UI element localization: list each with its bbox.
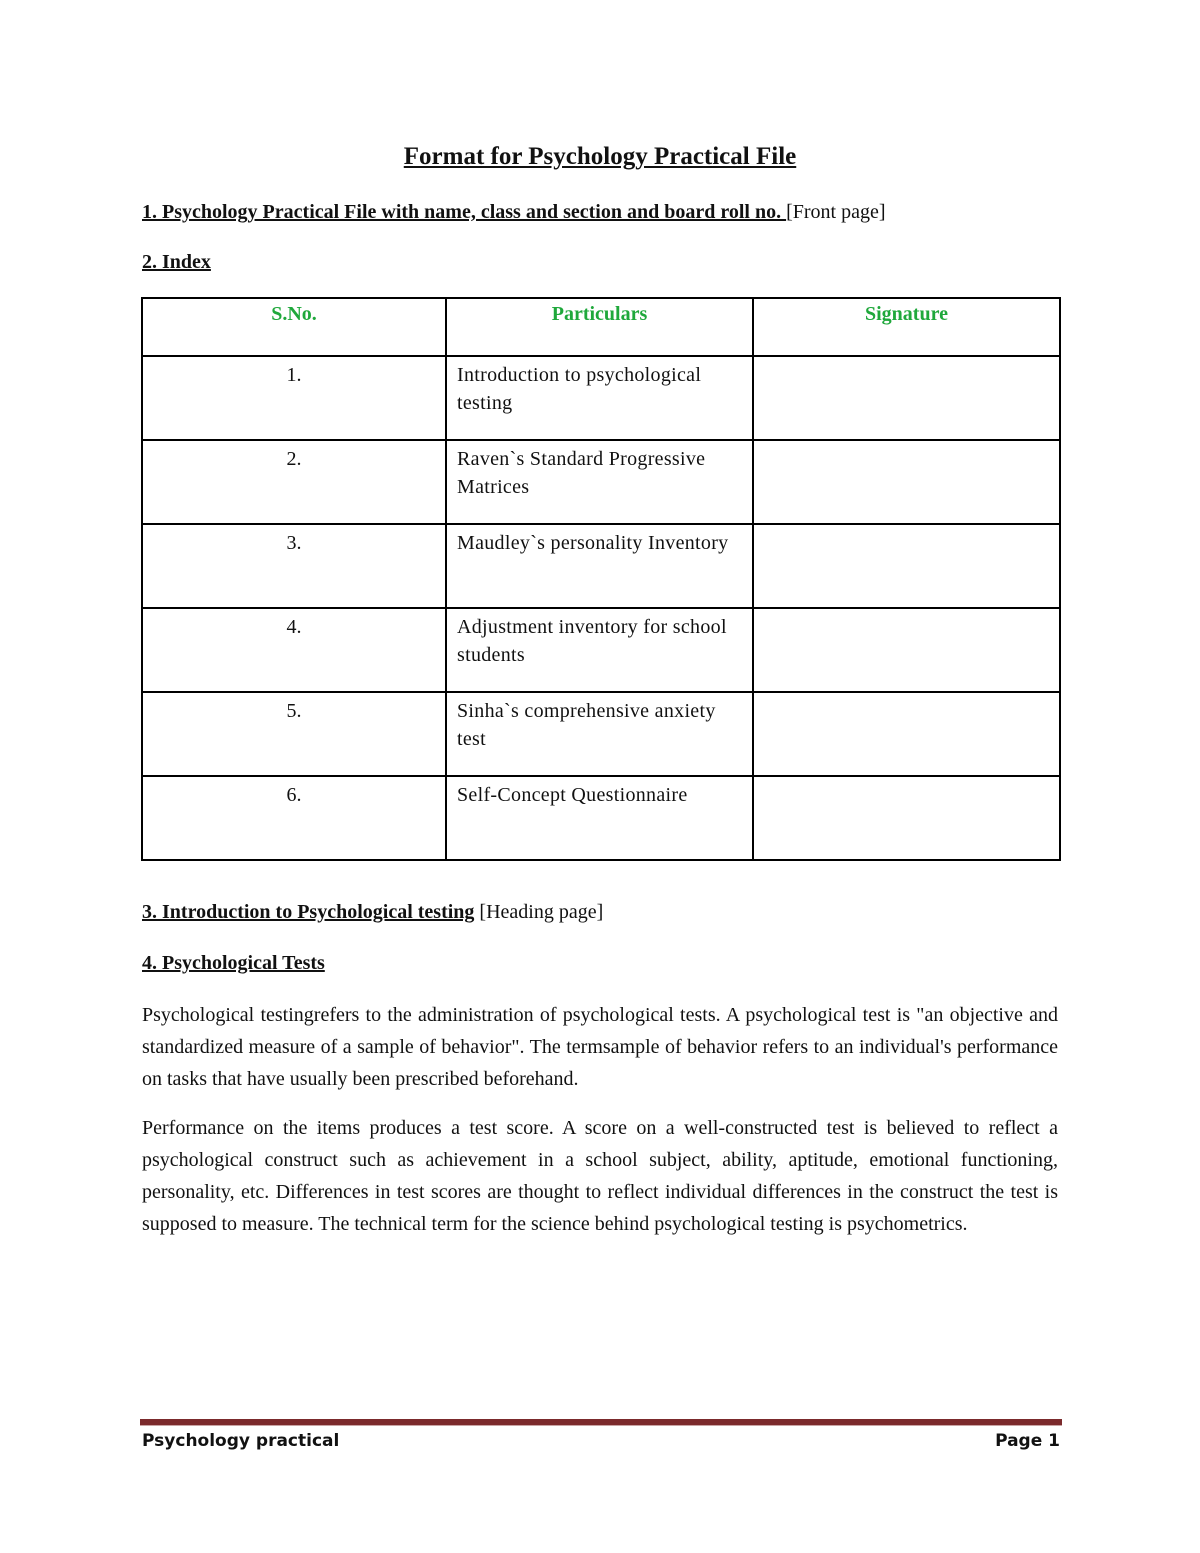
item-note: [Front page] <box>786 201 886 223</box>
table-row <box>142 524 1060 608</box>
paragraph: Performance on the items produces a test score. A score on a well-constructed test is believed to reflect a psychological construct such as achievement in a school subject, ability, aptitude, emotional functioning, personality, etc. Differences in test scores are thought to reflect individual differences in the construct the test is supposed to measure. The technical term for the science behind psychological testing is psychometrics. <box>142 1117 1058 1235</box>
item-label: 3. Introduction to Psychological testing <box>142 901 475 923</box>
item-label: 4. Psychological Tests <box>142 952 325 974</box>
header-particulars: Particulars <box>446 298 753 356</box>
item-label: 2. Index <box>142 251 211 273</box>
item-note: [Heading page] <box>474 901 604 923</box>
paragraph: Psychological testingrefers to the administration of psychological tests. A psychological test is "an objective and standardized measure of a sample of behavior". The termsample of behavior refers to an individual's performance on tasks that have usually been prescribed beforehand. <box>142 1004 1058 1090</box>
cell-particular: Raven`s Standard Progressive Matrices <box>446 440 753 524</box>
item-label: 1. Psychology Practical File with name, class and section and board roll no. <box>142 201 787 223</box>
cell-particular: Self-Concept Questionnaire <box>446 776 753 860</box>
item-index <box>142 251 1060 274</box>
cell-sno: 2. <box>142 440 446 524</box>
header-signature: Signature <box>753 298 1060 356</box>
cell-signature <box>753 440 1060 524</box>
footer-title: Psychology practical <box>142 1431 340 1451</box>
table-row <box>142 356 1060 440</box>
item-introduction <box>142 901 1060 924</box>
cell-particular: Sinha`s comprehensive anxiety test <box>446 692 753 776</box>
cell-signature <box>753 608 1060 692</box>
cell-signature <box>753 524 1060 608</box>
item-psychological-tests <box>142 952 1060 975</box>
page-title: Format for Psychology Practical File <box>403 143 797 170</box>
table-row <box>142 608 1060 692</box>
cell-particular: Introduction to psychological testing <box>446 356 753 440</box>
footer-rule <box>140 1419 1062 1426</box>
cell-signature <box>753 776 1060 860</box>
cell-particular: Adjustment inventory for school students <box>446 608 753 692</box>
cell-sno: 1. <box>142 356 446 440</box>
index-table <box>141 297 1061 861</box>
page-number: Page 1 <box>995 1431 1060 1451</box>
header-sno: S.No. <box>142 298 446 356</box>
cell-sno: 3. <box>142 524 446 608</box>
item-front-page <box>142 201 1060 224</box>
table-header-row <box>142 298 1060 356</box>
cell-particular: Maudley`s personality Inventory <box>446 524 753 608</box>
table-row <box>142 692 1060 776</box>
cell-signature <box>753 356 1060 440</box>
table-row <box>142 776 1060 860</box>
cell-sno: 6. <box>142 776 446 860</box>
cell-sno: 4. <box>142 608 446 692</box>
table-row <box>142 440 1060 524</box>
cell-sno: 5. <box>142 692 446 776</box>
cell-signature <box>753 692 1060 776</box>
